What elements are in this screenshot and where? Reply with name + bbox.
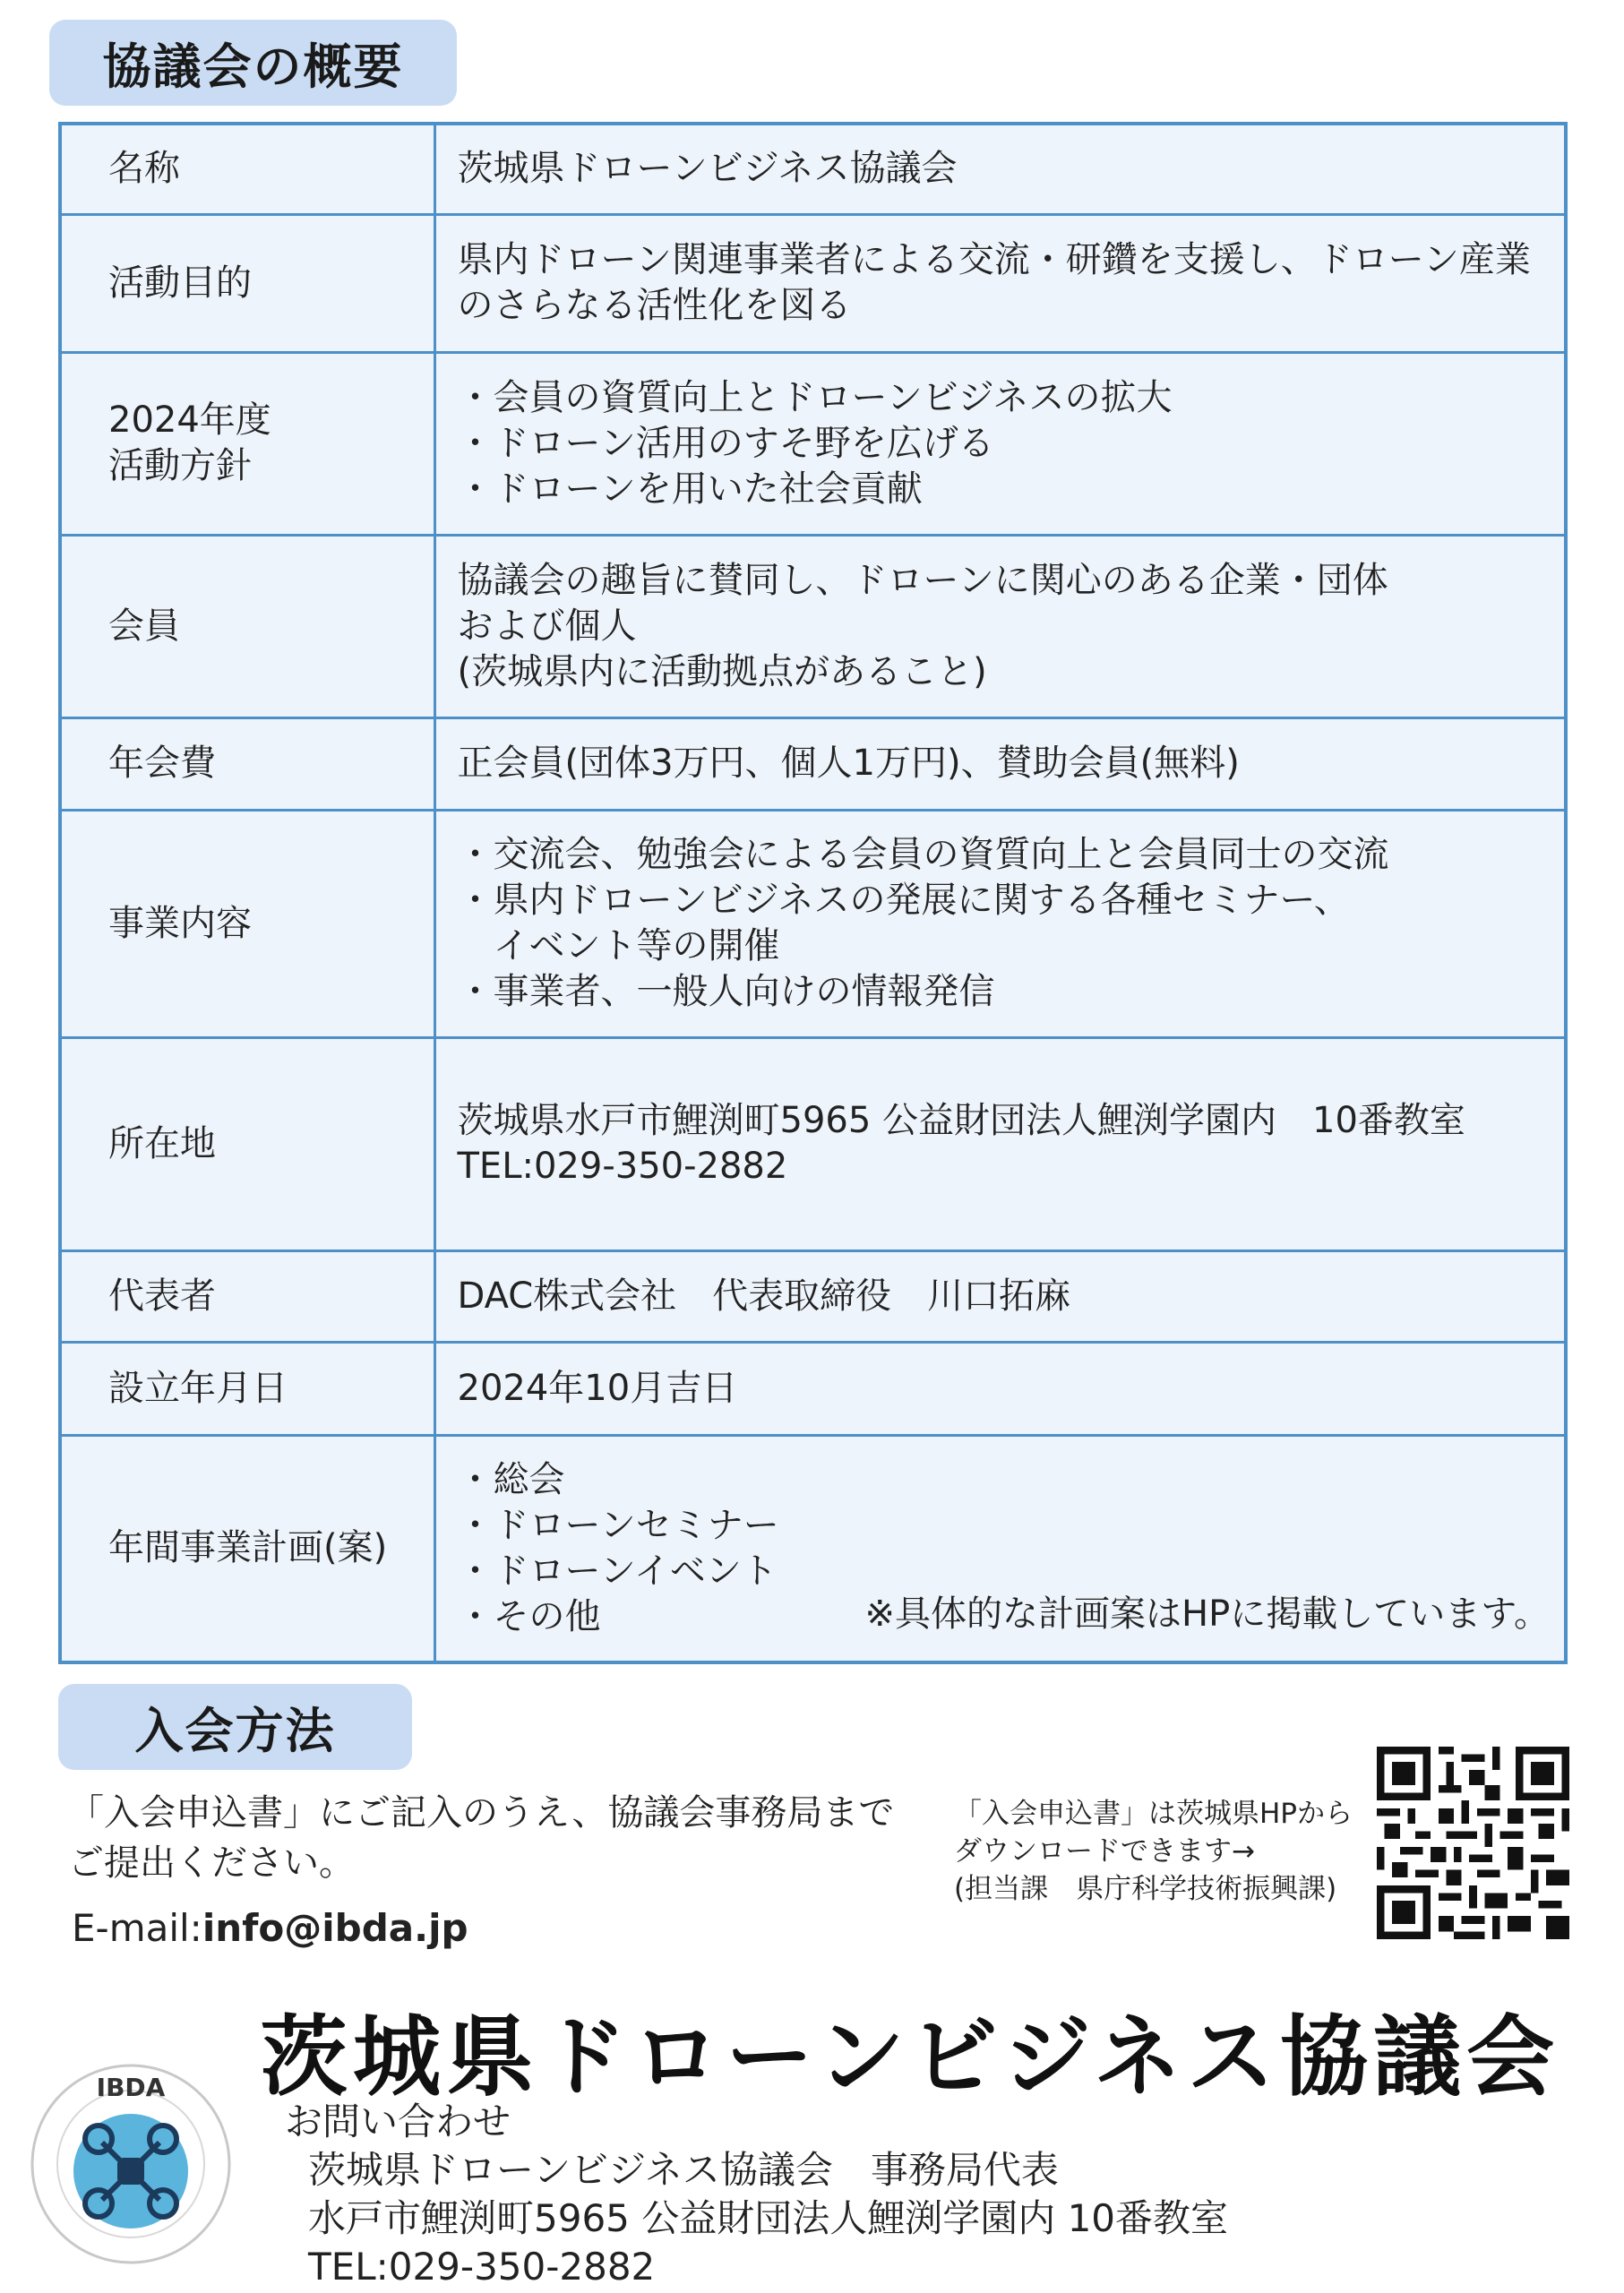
row-label-name: 名称 (60, 124, 434, 214)
row-value-annual-plan: ・総会 ・ドローンセミナー ・ドローンイベント ・その他 ※具体的な計画案はHPに掲載しています。 (434, 1435, 1566, 1662)
contact-line: 水戸市鯉渕町5965 公益財団法人鯉渕学園内 10番教室 (308, 2196, 1229, 2240)
table-row (60, 124, 1566, 214)
row-label-purpose: 活動目的 (60, 214, 434, 352)
download-note: 「入会申込書」は茨城県HPから ダウンロードできます→ (担当課 県庁科学技術振興課) (954, 1798, 1353, 1905)
contact-block (285, 2098, 1228, 2291)
row-label-annual-plan: 年間事業計画(案) (60, 1435, 434, 1662)
row-value-address: 茨城県水戸市鯉渕町5965 公益財団法人鯉渕学園内 10番教室 TEL:029-350-2882 (434, 1037, 1566, 1250)
table-row (60, 352, 1566, 535)
ibda-logo (27, 2060, 235, 2268)
row-label-representative: 代表者 (60, 1250, 434, 1342)
table-row (60, 214, 1566, 352)
row-label-policy: 2024年度 活動方針 (60, 352, 434, 535)
logo-text: IBDA (96, 2073, 166, 2102)
row-label-fee: 年会費 (60, 717, 434, 810)
table-row (60, 1250, 1566, 1342)
table-row (60, 1342, 1566, 1435)
overview-table (58, 122, 1568, 1664)
row-label-founded: 設立年月日 (60, 1342, 434, 1435)
row-value-name: 茨城県ドローンビジネス協議会 (434, 124, 1566, 214)
contact-heading: お問い合わせ (285, 2100, 511, 2143)
row-value-purpose: 県内ドローン関連事業者による交流・研鑽を支援し、ドローン産業 のさらなる活性化を図る (434, 214, 1566, 352)
row-value-policy: ・会員の資質向上とドローンビジネスの拡大 ・ドローン活用のすそ野を広げる ・ドローンを用いた社会貢献 (434, 352, 1566, 535)
row-value-members: 協議会の趣旨に賛同し、ドローンに関心のある企業・団体 および個人 (茨城県内に活動拠点があること) (434, 535, 1566, 717)
row-label-members: 会員 (60, 535, 434, 717)
qr-code-icon[interactable] (1377, 1747, 1569, 1939)
table-row (60, 1037, 1566, 1250)
row-value-fee: 正会員(団体3万円、個人1万円)、賛助会員(無料) (434, 717, 1566, 810)
table-row (60, 810, 1566, 1037)
email-line (72, 1906, 468, 1950)
row-value-business: ・交流会、勉強会による会員の資質向上と会員同士の交流 ・県内ドローンビジネスの発展に関する各種セミナー、 イベント等の開催 ・事業者、一般人向けの情報発信 (434, 810, 1566, 1037)
organization-title: 茨城県ドローンビジネス協議会 (260, 2006, 1560, 2108)
row-value-founded: 2024年10月吉日 (434, 1342, 1566, 1435)
email-link[interactable]: info@ibda.jp (202, 1906, 468, 1950)
email-label: E-mail: (72, 1906, 202, 1950)
plan-note: ※具体的な計画案はHPに掲載しています。 (864, 1593, 1550, 1635)
row-label-business: 事業内容 (60, 810, 434, 1037)
table-row (60, 535, 1566, 717)
contact-line: TEL:029-350-2882 (308, 2245, 656, 2289)
table-row (60, 1435, 1566, 1662)
contact-line: 茨城県ドローンビジネス協議会 事務局代表 (308, 2148, 1059, 2192)
join-heading: 入会方法 (58, 1684, 412, 1770)
row-value-representative: DAC株式会社 代表取締役 川口拓麻 (434, 1250, 1566, 1342)
join-instructions: 「入会申込書」にご記入のうえ、協議会事務局まで ご提出ください。 (68, 1792, 895, 1884)
row-label-address: 所在地 (60, 1037, 434, 1250)
overview-heading: 協議会の概要 (49, 20, 457, 106)
table-row (60, 717, 1566, 810)
